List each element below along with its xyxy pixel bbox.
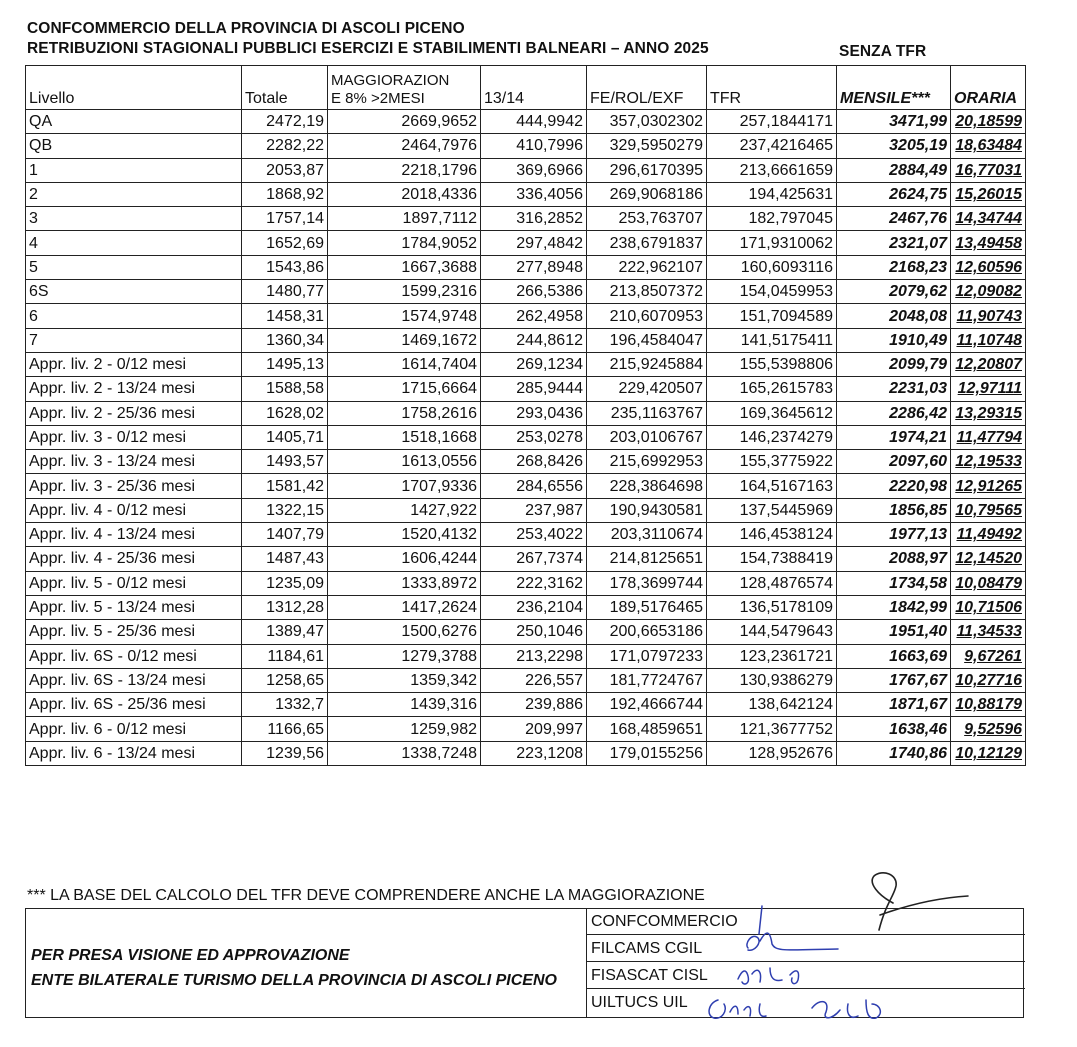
cell-totale: 2282,22: [242, 134, 328, 158]
cell-totale: 1407,79: [242, 523, 328, 547]
cell-totale: 1322,15: [242, 498, 328, 522]
cell-oraria: 9,67261: [951, 644, 1026, 668]
cell-totale: 2472,19: [242, 110, 328, 134]
cell-tfr: 151,7094589: [707, 304, 837, 328]
table-row: [26, 207, 1026, 231]
approval-text: [31, 943, 583, 993]
cell-livello: 4: [26, 231, 242, 255]
cell-livello: 7: [26, 328, 242, 352]
table-row: [26, 717, 1026, 741]
cell-mensile: 2079,62: [837, 280, 951, 304]
cell-livello: Appr. liv. 4 - 13/24 mesi: [26, 523, 242, 547]
table-row: [26, 425, 1026, 449]
cell-totale: 1628,02: [242, 401, 328, 425]
cell-livello: Appr. liv. 6 - 13/24 mesi: [26, 741, 242, 765]
cell-livello: 1: [26, 158, 242, 182]
cell-ferie: 296,6170395: [587, 158, 707, 182]
header-livello: Livello: [26, 66, 242, 110]
signatory-filcams-cgil: FILCAMS CGIL: [587, 935, 1025, 962]
cell-maggiorazione: 1897,7112: [328, 207, 481, 231]
table-row: [26, 595, 1026, 619]
cell-mensile: 2088,97: [837, 547, 951, 571]
cell-livello: QB: [26, 134, 242, 158]
cell-mensile: 2097,60: [837, 450, 951, 474]
cell-mensile: 1871,67: [837, 693, 951, 717]
cell-livello: Appr. liv. 5 - 25/36 mesi: [26, 620, 242, 644]
cell-tfr: 155,5398806: [707, 352, 837, 376]
signatory-uiltucs-uil: UILTUCS UIL: [591, 994, 688, 1011]
cell-tfr: 128,4876574: [707, 571, 837, 595]
cell-ferie: 178,3699744: [587, 571, 707, 595]
cell-13-14: 262,4958: [481, 304, 587, 328]
cell-oraria: 12,19533: [951, 450, 1026, 474]
cell-totale: 1458,31: [242, 304, 328, 328]
table-row: [26, 304, 1026, 328]
cell-ferie: 357,0302302: [587, 110, 707, 134]
cell-maggiorazione: 2218,1796: [328, 158, 481, 182]
cell-tfr: 213,6661659: [707, 158, 837, 182]
signatory-fisascat-cisl: FISASCAT CISL: [587, 962, 1025, 989]
table-row: [26, 523, 1026, 547]
cell-tfr: 137,5445969: [707, 498, 837, 522]
document-title: RETRIBUZIONI STAGIONALI PUBBLICI ESERCIZI E STABILIMENTI BALNEARI – ANNO 2025: [27, 40, 709, 57]
cell-maggiorazione: 1614,7404: [328, 352, 481, 376]
cell-tfr: 165,2615783: [707, 377, 837, 401]
table-row: [26, 498, 1026, 522]
table-row: [26, 134, 1026, 158]
cell-ferie: 214,8125651: [587, 547, 707, 571]
table-row: [26, 182, 1026, 206]
cell-13-14: 268,8426: [481, 450, 587, 474]
organization-title: CONFCOMMERCIO DELLA PROVINCIA DI ASCOLI PICENO: [27, 20, 465, 37]
header-mensile: MENSILE***: [837, 66, 951, 110]
cell-totale: 2053,87: [242, 158, 328, 182]
cell-totale: 1652,69: [242, 231, 328, 255]
cell-oraria: 20,18599: [951, 110, 1026, 134]
cell-13-14: 244,8612: [481, 328, 587, 352]
cell-maggiorazione: 1500,6276: [328, 620, 481, 644]
cell-tfr: 130,9386279: [707, 668, 837, 692]
cell-totale: 1581,42: [242, 474, 328, 498]
cell-tfr: 160,6093116: [707, 255, 837, 279]
cell-mensile: 3205,19: [837, 134, 951, 158]
cell-mensile: 1951,40: [837, 620, 951, 644]
cell-mensile: 1734,58: [837, 571, 951, 595]
cell-mensile: 2321,07: [837, 231, 951, 255]
cell-oraria: 10,79565: [951, 498, 1026, 522]
cell-mensile: 2884,49: [837, 158, 951, 182]
cell-ferie: 329,5950279: [587, 134, 707, 158]
cell-maggiorazione: 1469,1672: [328, 328, 481, 352]
cell-maggiorazione: 1279,3788: [328, 644, 481, 668]
cell-13-14: 269,1234: [481, 352, 587, 376]
cell-mensile: 1767,67: [837, 668, 951, 692]
cell-totale: 1258,65: [242, 668, 328, 692]
cell-ferie: 200,6653186: [587, 620, 707, 644]
cell-mensile: 2168,23: [837, 255, 951, 279]
cell-oraria: 12,09082: [951, 280, 1026, 304]
cell-tfr: 169,3645612: [707, 401, 837, 425]
cell-tfr: 171,9310062: [707, 231, 837, 255]
cell-livello: Appr. liv. 6S - 25/36 mesi: [26, 693, 242, 717]
cell-13-14: 316,2852: [481, 207, 587, 231]
cell-maggiorazione: 1518,1668: [328, 425, 481, 449]
cell-livello: Appr. liv. 5 - 13/24 mesi: [26, 595, 242, 619]
cell-livello: 5: [26, 255, 242, 279]
cell-ferie: 179,0155256: [587, 741, 707, 765]
cell-mensile: 1842,99: [837, 595, 951, 619]
cell-ferie: 222,962107: [587, 255, 707, 279]
table-row: [26, 255, 1026, 279]
cell-totale: 1757,14: [242, 207, 328, 231]
cell-maggiorazione: 2464,7976: [328, 134, 481, 158]
cell-ferie: 190,9430581: [587, 498, 707, 522]
cell-totale: 1493,57: [242, 450, 328, 474]
cell-maggiorazione: 1259,982: [328, 717, 481, 741]
cell-13-14: 253,4022: [481, 523, 587, 547]
cell-13-14: 284,6556: [481, 474, 587, 498]
table-row: [26, 401, 1026, 425]
cell-maggiorazione: 1667,3688: [328, 255, 481, 279]
cell-totale: 1360,34: [242, 328, 328, 352]
cell-13-14: 239,886: [481, 693, 587, 717]
table-row: [26, 352, 1026, 376]
header-maggiorazione: [328, 66, 481, 110]
cell-livello: Appr. liv. 3 - 13/24 mesi: [26, 450, 242, 474]
cell-ferie: 196,4584047: [587, 328, 707, 352]
cell-oraria: 12,14520: [951, 547, 1026, 571]
cell-maggiorazione: 1707,9336: [328, 474, 481, 498]
cell-livello: 3: [26, 207, 242, 231]
cell-mensile: 1856,85: [837, 498, 951, 522]
cell-tfr: 146,2374279: [707, 425, 837, 449]
cell-ferie: 210,6070953: [587, 304, 707, 328]
cell-ferie: 215,9245884: [587, 352, 707, 376]
table-row: [26, 474, 1026, 498]
cell-oraria: 14,34744: [951, 207, 1026, 231]
cell-maggiorazione: 1520,4132: [328, 523, 481, 547]
cell-oraria: 9,52596: [951, 717, 1026, 741]
cell-tfr: 144,5479643: [707, 620, 837, 644]
cell-13-14: 369,6966: [481, 158, 587, 182]
cell-livello: Appr. liv. 3 - 0/12 mesi: [26, 425, 242, 449]
cell-maggiorazione: 1427,922: [328, 498, 481, 522]
cell-ferie: 238,6791837: [587, 231, 707, 255]
cell-13-14: 209,997: [481, 717, 587, 741]
cell-ferie: 189,5176465: [587, 595, 707, 619]
cell-13-14: 285,9444: [481, 377, 587, 401]
cell-totale: 1405,71: [242, 425, 328, 449]
table-row: [26, 668, 1026, 692]
cell-totale: 1235,09: [242, 571, 328, 595]
cell-mensile: 2231,03: [837, 377, 951, 401]
cell-maggiorazione: 1359,342: [328, 668, 481, 692]
cell-ferie: 203,3110674: [587, 523, 707, 547]
cell-livello: 6S: [26, 280, 242, 304]
signatory-confcommercio: CONFCOMMERCIO: [587, 908, 1025, 935]
cell-13-14: 266,5386: [481, 280, 587, 304]
cell-livello: 2: [26, 182, 242, 206]
cell-13-14: 253,0278: [481, 425, 587, 449]
cell-13-14: 297,4842: [481, 231, 587, 255]
cell-totale: 1389,47: [242, 620, 328, 644]
cell-oraria: 11,34533: [951, 620, 1026, 644]
cell-ferie: 213,8507372: [587, 280, 707, 304]
cell-mensile: 2624,75: [837, 182, 951, 206]
cell-maggiorazione: 1613,0556: [328, 450, 481, 474]
cell-totale: 1495,13: [242, 352, 328, 376]
cell-totale: 1868,92: [242, 182, 328, 206]
cell-maggiorazione: 2018,4336: [328, 182, 481, 206]
cell-maggiorazione: 1417,2624: [328, 595, 481, 619]
cell-oraria: 11,47794: [951, 425, 1026, 449]
cell-tfr: 257,1844171: [707, 110, 837, 134]
cell-ferie: 171,0797233: [587, 644, 707, 668]
cell-13-14: 444,9942: [481, 110, 587, 134]
cell-ferie: 229,420507: [587, 377, 707, 401]
cell-oraria: 18,63484: [951, 134, 1026, 158]
table-row: [26, 450, 1026, 474]
cell-13-14: 226,557: [481, 668, 587, 692]
table-body: [26, 110, 1026, 766]
cell-ferie: 192,4666744: [587, 693, 707, 717]
cell-13-14: 250,1046: [481, 620, 587, 644]
cell-ferie: 168,4859651: [587, 717, 707, 741]
cell-maggiorazione: 1784,9052: [328, 231, 481, 255]
cell-maggiorazione: 1715,6664: [328, 377, 481, 401]
cell-mensile: 2099,79: [837, 352, 951, 376]
cell-tfr: 154,7388419: [707, 547, 837, 571]
cell-13-14: 223,1208: [481, 741, 587, 765]
table-row: [26, 110, 1026, 134]
table-row: [26, 231, 1026, 255]
cell-tfr: 121,3677752: [707, 717, 837, 741]
table-row: [26, 547, 1026, 571]
cell-tfr: 141,5175411: [707, 328, 837, 352]
cell-totale: 1487,43: [242, 547, 328, 571]
cell-totale: 1312,28: [242, 595, 328, 619]
cell-maggiorazione: 1606,4244: [328, 547, 481, 571]
cell-mensile: 2220,98: [837, 474, 951, 498]
cell-tfr: 128,952676: [707, 741, 837, 765]
cell-tfr: 136,5178109: [707, 595, 837, 619]
cell-livello: Appr. liv. 6S - 13/24 mesi: [26, 668, 242, 692]
cell-oraria: 12,60596: [951, 255, 1026, 279]
cell-oraria: 11,49492: [951, 523, 1026, 547]
wage-table: [25, 65, 1026, 766]
cell-livello: Appr. liv. 6S - 0/12 mesi: [26, 644, 242, 668]
cell-ferie: 203,0106767: [587, 425, 707, 449]
cell-13-14: 410,7996: [481, 134, 587, 158]
cell-maggiorazione: 1439,316: [328, 693, 481, 717]
table-row: [26, 158, 1026, 182]
cell-mensile: 2286,42: [837, 401, 951, 425]
cell-totale: 1166,65: [242, 717, 328, 741]
table-row: [26, 741, 1026, 765]
cell-ferie: 269,9068186: [587, 182, 707, 206]
cell-livello: Appr. liv. 4 - 25/36 mesi: [26, 547, 242, 571]
cell-livello: Appr. liv. 2 - 13/24 mesi: [26, 377, 242, 401]
cell-tfr: 237,4216465: [707, 134, 837, 158]
cell-tfr: 194,425631: [707, 182, 837, 206]
table-row: [26, 328, 1026, 352]
cell-totale: 1480,77: [242, 280, 328, 304]
header-maggiorazione-line2: E 8% >2MESI: [331, 90, 425, 107]
cell-totale: 1543,86: [242, 255, 328, 279]
cell-13-14: 293,0436: [481, 401, 587, 425]
cell-mensile: 1974,21: [837, 425, 951, 449]
cell-13-14: 237,987: [481, 498, 587, 522]
cell-ferie: 215,6992953: [587, 450, 707, 474]
table-row: [26, 693, 1026, 717]
cell-oraria: 12,97111: [951, 377, 1026, 401]
cell-livello: Appr. liv. 4 - 0/12 mesi: [26, 498, 242, 522]
cell-tfr: 138,642124: [707, 693, 837, 717]
cell-maggiorazione: 1574,9748: [328, 304, 481, 328]
cell-maggiorazione: 1333,8972: [328, 571, 481, 595]
cell-oraria: 10,12129: [951, 741, 1026, 765]
table-row: [26, 644, 1026, 668]
cell-13-14: 336,4056: [481, 182, 587, 206]
cell-tfr: 146,4538124: [707, 523, 837, 547]
cell-maggiorazione: 1599,2316: [328, 280, 481, 304]
cell-totale: 1332,7: [242, 693, 328, 717]
signatory-list: [586, 908, 1025, 1018]
cell-13-14: 267,7374: [481, 547, 587, 571]
cell-mensile: 2467,76: [837, 207, 951, 231]
cell-livello: Appr. liv. 2 - 0/12 mesi: [26, 352, 242, 376]
cell-mensile: 1638,46: [837, 717, 951, 741]
header-totale: Totale: [242, 66, 328, 110]
cell-oraria: 12,20807: [951, 352, 1026, 376]
cell-oraria: 11,90743: [951, 304, 1026, 328]
cell-oraria: 11,10748: [951, 328, 1026, 352]
cell-tfr: 154,0459953: [707, 280, 837, 304]
footnote: *** LA BASE DEL CALCOLO DEL TFR DEVE COMPRENDERE ANCHE LA MAGGIORAZIONE: [27, 887, 705, 904]
table-row: [26, 280, 1026, 304]
cell-ferie: 181,7724767: [587, 668, 707, 692]
cell-maggiorazione: 1758,2616: [328, 401, 481, 425]
cell-livello: Appr. liv. 2 - 25/36 mesi: [26, 401, 242, 425]
cell-oraria: 10,71506: [951, 595, 1026, 619]
cell-oraria: 13,49458: [951, 231, 1026, 255]
cell-livello: 6: [26, 304, 242, 328]
cell-tfr: 155,3775922: [707, 450, 837, 474]
cell-livello: Appr. liv. 6 - 0/12 mesi: [26, 717, 242, 741]
cell-13-14: 213,2298: [481, 644, 587, 668]
cell-mensile: 1740,86: [837, 741, 951, 765]
cell-totale: 1588,58: [242, 377, 328, 401]
cell-totale: 1184,61: [242, 644, 328, 668]
cell-maggiorazione: 1338,7248: [328, 741, 481, 765]
cell-oraria: 12,91265: [951, 474, 1026, 498]
cell-13-14: 236,2104: [481, 595, 587, 619]
cell-maggiorazione: 2669,9652: [328, 110, 481, 134]
table-row: [26, 571, 1026, 595]
cell-ferie: 235,1163767: [587, 401, 707, 425]
cell-tfr: 164,5167163: [707, 474, 837, 498]
approval-box: [25, 908, 1024, 1018]
cell-oraria: 10,08479: [951, 571, 1026, 595]
cell-mensile: 1663,69: [837, 644, 951, 668]
table-row: [26, 620, 1026, 644]
cell-mensile: 1910,49: [837, 328, 951, 352]
cell-oraria: 10,88179: [951, 693, 1026, 717]
cell-13-14: 277,8948: [481, 255, 587, 279]
cell-mensile: 2048,08: [837, 304, 951, 328]
header-oraria: ORARIA: [951, 66, 1026, 110]
cell-mensile: 3471,99: [837, 110, 951, 134]
cell-totale: 1239,56: [242, 741, 328, 765]
cell-oraria: 15,26015: [951, 182, 1026, 206]
header-tfr: TFR: [707, 66, 837, 110]
cell-mensile: 1977,13: [837, 523, 951, 547]
cell-oraria: 16,77031: [951, 158, 1026, 182]
header-13-14: 13/14: [481, 66, 587, 110]
cell-tfr: 123,2361721: [707, 644, 837, 668]
cell-ferie: 228,3864698: [587, 474, 707, 498]
cell-livello: QA: [26, 110, 242, 134]
tfr-note: SENZA TFR: [839, 43, 927, 60]
cell-ferie: 253,763707: [587, 207, 707, 231]
cell-oraria: 10,27716: [951, 668, 1026, 692]
table-row: [26, 377, 1026, 401]
cell-livello: Appr. liv. 3 - 25/36 mesi: [26, 474, 242, 498]
approval-line-1: PER PRESA VISIONE ED APPROVAZIONE: [31, 947, 350, 964]
cell-livello: Appr. liv. 5 - 0/12 mesi: [26, 571, 242, 595]
header-ferie: FE/ROL/EXF: [587, 66, 707, 110]
cell-tfr: 182,797045: [707, 207, 837, 231]
table-header-row: [26, 66, 1026, 110]
cell-oraria: 13,29315: [951, 401, 1026, 425]
approval-line-2: ENTE BILATERALE TURISMO DELLA PROVINCIA DI ASCOLI PICENO: [31, 972, 557, 989]
cell-13-14: 222,3162: [481, 571, 587, 595]
header-maggiorazione-line1: MAGGIORAZION: [331, 72, 450, 89]
